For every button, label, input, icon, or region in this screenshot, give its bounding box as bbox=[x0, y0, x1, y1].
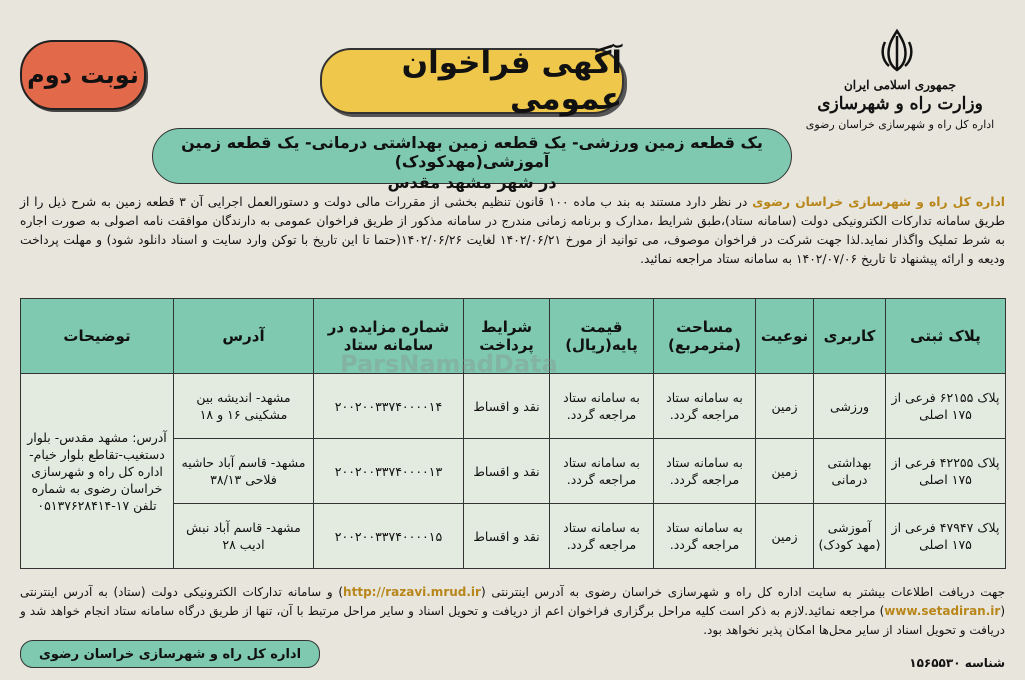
subtitle-band bbox=[152, 128, 792, 192]
footer-paragraph bbox=[20, 583, 1005, 640]
header-cell: شماره مزایده در سامانه ستاد bbox=[314, 299, 464, 374]
header-cell: نوعیت bbox=[756, 299, 814, 374]
cell-address: مشهد- اندیشه بین مشکینی ۱۶ و ۱۸ bbox=[174, 374, 314, 439]
cell-address: مشهد- قاسم آباد حاشیه فلاحی ۳۸/۱۳ bbox=[174, 439, 314, 504]
organization-block bbox=[795, 78, 1005, 131]
cell-notes: آدرس: مشهد مقدس- بلوار دستغیب-تقاطع بلوار خیام-اداره کل راه و شهرسازی خراسان رضوی به شماره تلفن ۱۷-۰۵۱۳۷۶۲۸۴۱۴ bbox=[21, 374, 174, 569]
iran-emblem-icon bbox=[877, 28, 917, 74]
cell-price: به سامانه ستاد مراجعه گردد. bbox=[550, 439, 654, 504]
cell-type: زمین bbox=[756, 439, 814, 504]
cell-plaque: پلاک ۶۲۱۵۵ فرعی از ۱۷۵ اصلی bbox=[886, 374, 1006, 439]
cell-auction-number: ۲۰۰۲۰۰۳۳۷۴۰۰۰۰۱۵ bbox=[314, 504, 464, 569]
notice-code: شناسه ۱۵۶۵۵۳۰ bbox=[909, 656, 1005, 670]
table-header-row bbox=[21, 299, 1006, 374]
cell-plaque: پلاک ۴۲۲۵۵ فرعی از ۱۷۵ اصلی bbox=[886, 439, 1006, 504]
intro-paragraph bbox=[20, 193, 1005, 269]
header-cell: کاربری bbox=[814, 299, 886, 374]
intro-body: در نظر دارد مستند به بند ب ماده ۱۰۰ قانون تنظیم بخشی از مقررات مالی دولت و دستورالعمل اجرایی آن ۳ قطعه زمین به شرح ذیل را از طریق سامانه تدارکات الکترونیکی دولت (سامانه ستاد)،طبق شرایط ،مدارک و برنامه زمانی مندرج در سامانه مذکور از طریق فراخوان عمومی به دارندگان موافقت نامه اصولی به صورت اجاره به شرط تملیک واگذار نماید.لذا جهت شرکت در فراخوان موصوف، می توانید از مورخ ۱۴۰۲/۰۶/۲۱ لغایت ۱۴۰۲/۰۶/۲۶(حتما تا این تاریخ با توکن وارد سایت و اسناد دانلود شود) و مهلت پرداخت ودیعه و ارائه پیشنهاد تا تاریخ ۱۴۰۲/۰۷/۰۶ به سامانه ستاد مراجعه نمائید. bbox=[20, 195, 1005, 266]
department-name: اداره کل راه و شهرسازی خراسان رضوی bbox=[805, 118, 995, 131]
government-name: جمهوری اسلامی ایران bbox=[843, 78, 957, 92]
cell-payment: نقد و اقساط bbox=[464, 374, 550, 439]
cell-area: به سامانه ستاد مراجعه گردد. bbox=[654, 374, 756, 439]
turn-badge: نوبت دوم bbox=[20, 40, 146, 110]
header-cell: قیمت پایه(ریال) bbox=[550, 299, 654, 374]
website-link[interactable]: http://razavi.mrud.ir bbox=[343, 585, 481, 599]
footer-text-1: جهت دریافت اطلاعات بیشتر به سایت اداره کل راه و شهرسازی خراسان رضوی به آدرس اینترنتی ( bbox=[480, 585, 1005, 599]
cell-usage: ورزشی bbox=[814, 374, 886, 439]
header-cell: مساحت (مترمربع) bbox=[654, 299, 756, 374]
cell-area: به سامانه ستاد مراجعه گردد. bbox=[654, 504, 756, 569]
cell-price: به سامانه ستاد مراجعه گردد. bbox=[550, 374, 654, 439]
cell-auction-number: ۲۰۰۲۰۰۳۳۷۴۰۰۰۰۱۴ bbox=[314, 374, 464, 439]
signature-band: اداره کل راه و شهرسازی خراسان رضوی bbox=[20, 640, 320, 668]
parcels-table bbox=[20, 298, 1006, 569]
intro-lead: اداره کل راه و شهرسازی خراسان رضوی bbox=[752, 195, 1005, 209]
cell-area: به سامانه ستاد مراجعه گردد. bbox=[654, 439, 756, 504]
cell-usage: بهداشتی درمانی bbox=[814, 439, 886, 504]
header-cell: پلاک ثبتی bbox=[886, 299, 1006, 374]
setad-link[interactable]: www.setadiran.ir bbox=[884, 604, 1001, 618]
cell-type: زمین bbox=[756, 374, 814, 439]
cell-plaque: پلاک ۴۷۹۴۷ فرعی از ۱۷۵ اصلی bbox=[886, 504, 1006, 569]
notice-title: آگهی فراخوان عمومی bbox=[320, 48, 624, 114]
footer-text-2: ) و سامانه تدارکات الکترونیکی دولت (ستاد) به آدرس اینترنتی ( bbox=[20, 585, 1005, 618]
cell-payment: نقد و اقساط bbox=[464, 504, 550, 569]
cell-address: مشهد- قاسم آباد نبش ادیب ۲۸ bbox=[174, 504, 314, 569]
subtitle-line-2: در شهر مشهد مقدس bbox=[387, 173, 557, 192]
cell-payment: نقد و اقساط bbox=[464, 439, 550, 504]
footer-text-3: ) مراجعه نمائید.لازم به ذکر است کلیه مراحل برگزاری فراخوان اعم از دریافت و تحویل اسناد و سایر مراحل مرتبط با آن، تنها از طریق درگاه سامانه ستاد انجام خواهد شد و دریافت و تحویل اسناد از سایر محل‌ها امکان پذیر نخواهد بود. bbox=[20, 604, 1005, 637]
cell-auction-number: ۲۰۰۲۰۰۳۳۷۴۰۰۰۰۱۳ bbox=[314, 439, 464, 504]
cell-type: زمین bbox=[756, 504, 814, 569]
header-cell: آدرس bbox=[174, 299, 314, 374]
header-cell: توضیحات bbox=[21, 299, 174, 374]
cell-price: به سامانه ستاد مراجعه گردد. bbox=[550, 504, 654, 569]
subtitle-line-1: یک قطعه زمین ورزشی- یک قطعه زمین بهداشتی درمانی- یک قطعه زمین آموزشی(مهدکودک) bbox=[181, 133, 763, 171]
table-row bbox=[21, 374, 1006, 439]
header-cell: شرایط پرداخت bbox=[464, 299, 550, 374]
ministry-name: وزارت راه و شهرسازی bbox=[817, 94, 983, 114]
watermark: ParsNamadData bbox=[340, 350, 558, 378]
cell-usage: آموزشی (مهد کودک) bbox=[814, 504, 886, 569]
